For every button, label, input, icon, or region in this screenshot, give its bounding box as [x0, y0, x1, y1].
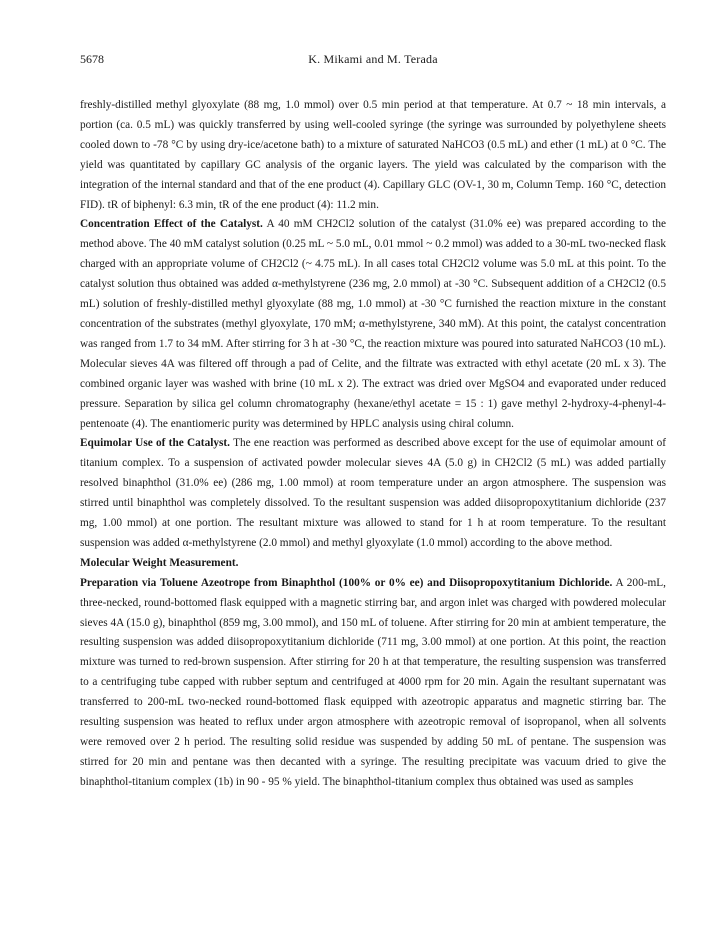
page-number: 5678	[80, 52, 104, 66]
section-heading: Equimolar Use of the Catalyst.	[80, 437, 230, 450]
paragraph-molecular-weight	[80, 554, 666, 574]
paragraph-equimolar-use	[80, 434, 666, 553]
paragraph-procedure-continued	[80, 96, 666, 215]
running-head-authors: K. Mikami and M. Terada	[308, 52, 438, 66]
paragraph-preparation	[80, 574, 666, 793]
page-header	[80, 52, 666, 68]
section-heading: Preparation via Toluene Azeotrope from Binaphthol (100% or 0% ee) and Diisopropoxytitanium Dichloride.	[80, 576, 613, 589]
paragraph-text: The ene reaction was performed as described above except for the use of equimolar amount of titanium complex. To a suspension of activated powder molecular sieves 4A (5.0 g) in CH2Cl2 (5 mL) was added partially resolved binaphthol (31.0% ee) (286 mg, 1.00 mmol) at room temperature under an argon atmosphere. The suspension was stirred until binaphthol was completely dissolved. To the resultant suspension was added diisopropoxytitanium dichloride (237 mg, 1.00 mmol) at one portion. The resultant mixture was allowed to stand for 1 h at room temperature. To the resultant suspension was added α-methylstyrene (2.0 mmol) and methyl glyoxylate (1.0 mmol) according to the above method.	[80, 437, 667, 549]
paragraph-text: freshly-distilled methyl glyoxylate (88 mg, 1.0 mmol) over 0.5 min period at that temperature. At 0.7 ~ 18 min intervals, a portion (ca. 0.5 mL) was quickly transferred by using well-cooled syringe (the syringe was surrounded by polyethylene sheets cooled down to -78 °C by using dry-ice/acetone bath) to a mixture of saturated NaHCO3 (0.5 mL) and ether (1 mL) at 0 °C. The yield was quantitated by capillary GC analysis of the organic layers. The yield was calculated by the comparison with the integration of the internal standard and that of the ene product (4). Capillary GLC (OV-1, 30 m, Column Temp. 160 °C, detection FID). tR of biphenyl: 6.3 min, tR of the ene product (4): 11.2 min.	[80, 99, 666, 211]
paragraph-text: A 40 mM CH2Cl2 solution of the catalyst (31.0% ee) was prepared according to the method above. The 40 mM catalyst solution (0.25 mL ~ 5.0 mL, 0.01 mmol ~ 0.2 mmol) was added to a 30-mL two-necked flask charged with an appropriate volume of CH2Cl2 (~ 4.75 mL). In all cases total CH2Cl2 volume was 5.0 mL at this point. To the catalyst solution thus obtained was added α-methylstyrene (236 mg, 2.0 mmol) at -30 °C. Subsequent addition of a CH2Cl2 (0.5 mL) solution of freshly-distilled methyl glyoxylate (88 mg, 1.0 mmol) at -30 °C furnished the reaction mixture in the constant concentration of the substrates (methyl glyoxylate, 170 mM; α-methylstyrene, 340 mM). At this point, the catalyst concentration was ranged from 1.7 to 34 mM. After stirring for 3 h at -30 °C, the reaction mixture was poured into saturated NaHCO3 (10 mL). Molecular sieves 4A was filtered off through a pad of Celite, and the filtrate was extracted with ethyl acetate (20 mL x 3). The combined organic layer was washed with brine (10 mL x 2). The extract was dried over MgSO4 and evaporated under reduced pressure. Separation by silica gel column chromatography (hexane/ethyl acetate = 15 : 1) gave methyl 2-hydroxy-4-phenyl-4-pentenoate (4). The enantiomeric purity was determined by HPLC analysis using chiral column.	[80, 218, 666, 430]
section-heading: Concentration Effect of the Catalyst.	[80, 218, 263, 231]
section-heading: Molecular Weight Measurement.	[80, 556, 239, 569]
article-body	[80, 96, 666, 793]
paragraph-concentration-effect	[80, 215, 666, 434]
paragraph-text: A 200-mL, three-necked, round-bottomed flask equipped with a magnetic stirring bar, and argon inlet was charged with powdered molecular sieves 4A (15.0 g), binaphthol (859 mg, 3.00 mmol), and 150 mL of toluene. After stirring for 20 min at ambient temperature, the resulting suspension was added diisopropoxytitanium dichloride (711 mg, 3.00 mmol) at one portion. At this point, the reaction mixture was turned to red-brown suspension. After stirring for 20 h at that temperature, the resulting suspension was transferred to a centrifuging tube capped with rubber septum and centrifuged at 4000 rpm for 20 min. Again the resultant supernatant was transferred to 200-mL two-necked round-bottomed flask equipped with azeotropic apparatus and magnetic stirring bar. The resulting suspension was heated to reflux under argon atmosphere with azeotropic removal of isopropanol, when all solvents were removed over 2 h period. The resulting solid residue was suspended by adding 50 mL of pentane. The suspension was stirred for 20 min and pentane was then decanted with a syringe. The resulting precipitate was vacuum dried to give the binaphthol-titanium complex (1b) in 90 - 95 % yield. The binaphthol-titanium complex thus obtained was used as samples	[80, 576, 667, 788]
